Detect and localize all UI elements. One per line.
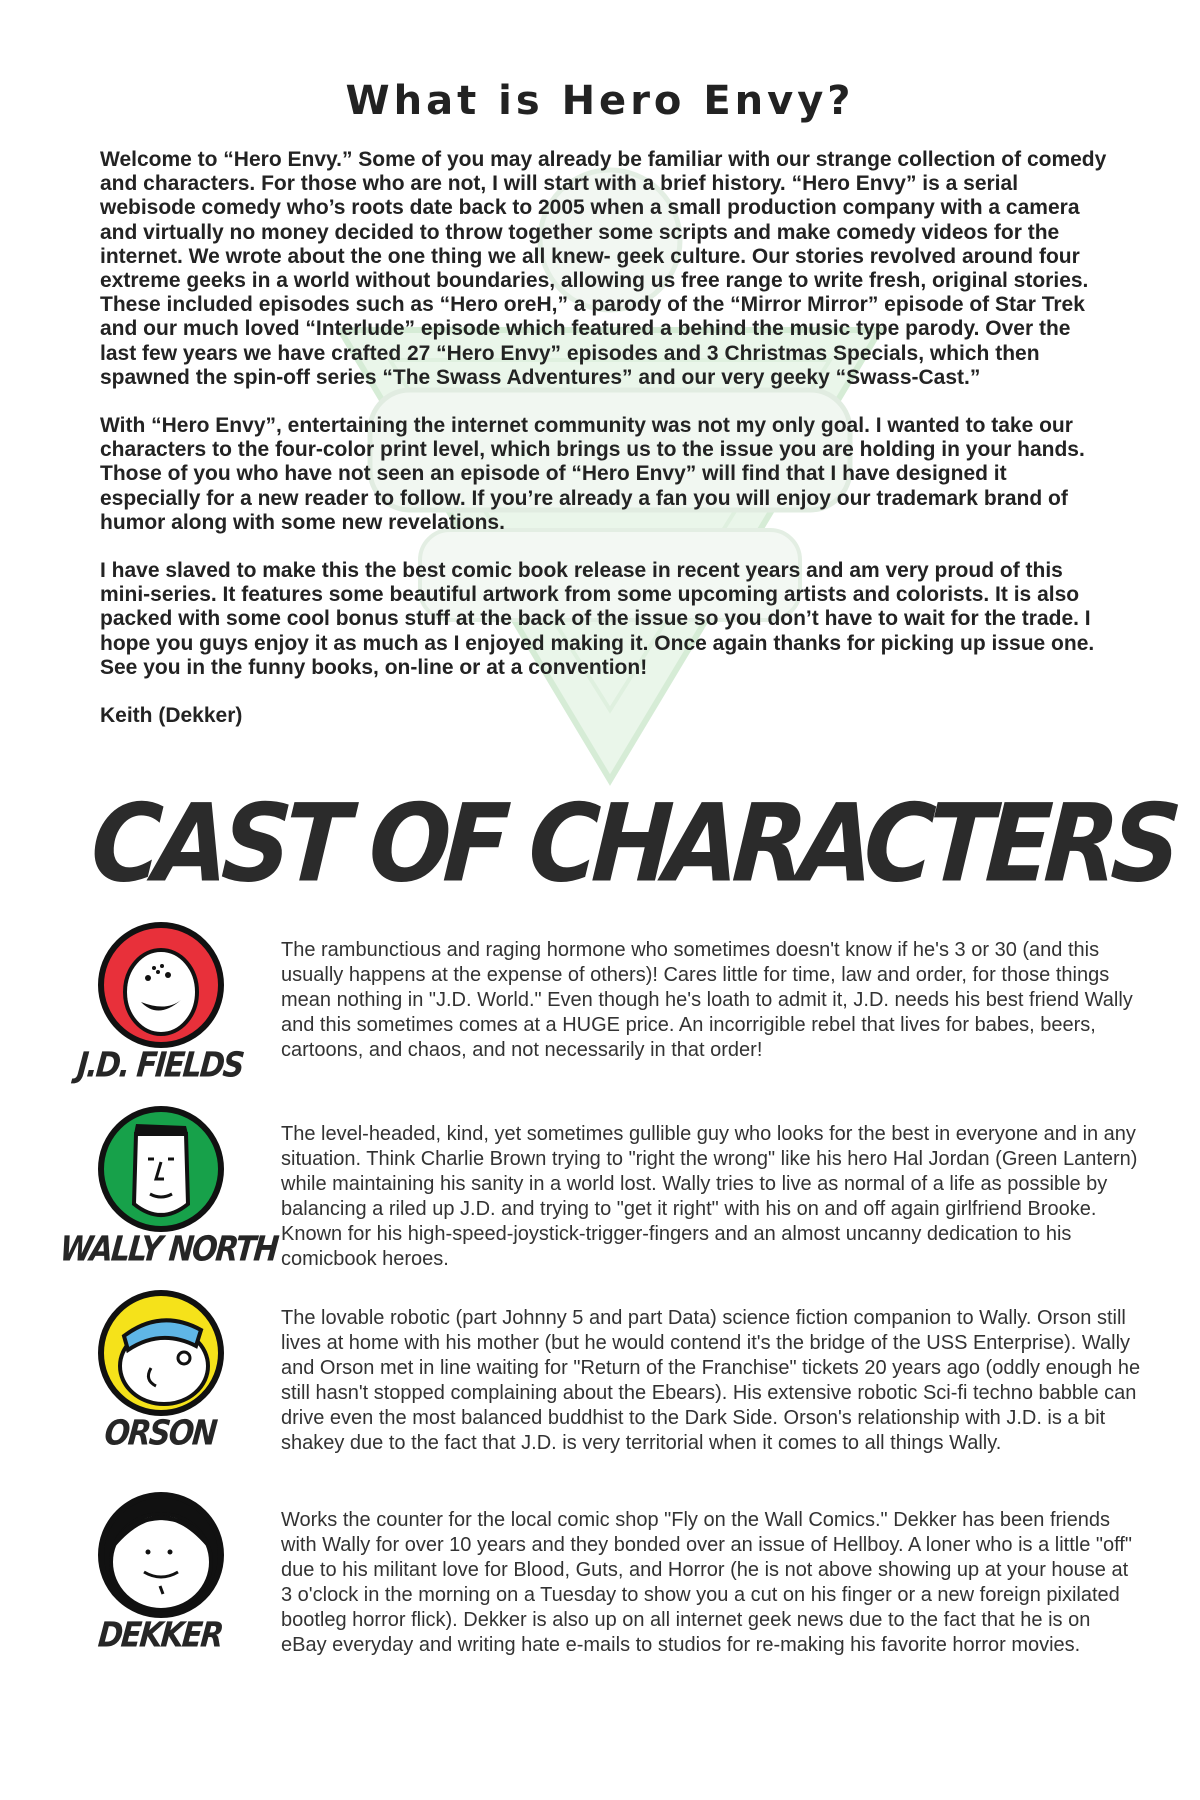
character-name: ORSON [102, 1413, 218, 1454]
character-name: DEKKER [96, 1615, 224, 1656]
character-name: J.D. FIELDS [75, 1045, 245, 1086]
orson-avatar-icon [96, 1288, 226, 1418]
character-description: Works the counter for the local comic shop "Fly on the Wall Comics." Dekker has been friends with Wally for over 10 years and they bonded over an issue of Hellboy. A loner who is a little "off" due to his militant love for Blood, Guts, and Horror (he is not above showing up at your house at 3 o'clock in the morning on a Tuesday to show you a cut on his finger or a new foreign pixilated bootleg horror flick). Dekker is also up on all internet geek news due to the fact that he is on eBay everyday and writing hate e-mails to studios for re-making his favorite horror movies. [281, 1509, 1132, 1656]
intro-paragraph-2: With “Hero Envy”, entertaining the internet community was not my only goal. I wanted to take our characters to the four-color print level, which brings us to the issue you are holding in your hands. Those of you who have not seen an episode of “Hero Envy” will find that I have designed it especially for a new reader to follow. If you’re already a fan you will enjoy our trademark brand of humor along with some new revelations. [100, 414, 1085, 534]
intro-paragraph-3: I have slaved to make this the best comic book release in recent years and am very proud of this mini-series. It features some beautiful artwork from some upcoming artists and colorists. It is also packed with some cool bonus stuff at the back of the issue so you don’t have to wait for the trade. I hope you guys enjoy it as much as I enjoyed making it. Once again thanks for picking up issue one. See you in the funny books, on-line or at a convention! [100, 559, 1095, 679]
character-description: The level-headed, kind, yet sometimes gullible guy who looks for the best in everyone and in any situation. Think Charlie Brown trying to "right the wrong" like his hero Hal Jordan (Green Lantern) while maintaining his sanity in a world lost. Wally tries to live as normal of a life as possible by balancing a riled up J.D. and trying to "get it right" with his on and off again girlfriend Brooke. Known for his high-speed-joystick-trigger-fingers and an almost uncanny dedication to his comicbook heroes. [281, 1123, 1138, 1270]
character-description: The lovable robotic (part Johnny 5 and part Data) science fiction companion to Wally. Orson still lives at home with his mother (but he would contend it's the bridge of the USS Enterprise). Wally and Orson met in line waiting for "Return of the Franchise" tickets 20 years ago (oddly enough he still hasn't stopped complaining about the Ebears). His extensive robotic Sci-fi techno babble can drive even the most balanced buddhist to the Dark Side. Orson's relationship with J.D. is a bit shakey due to the fact that J.D. is very territorial when it comes to all things Wally. [281, 1307, 1141, 1454]
character-name: WALLY NORTH [58, 1229, 279, 1270]
cast-heading: CAST OF CHARACTERS [87, 781, 1178, 907]
signature: Keith (Dekker) [100, 704, 243, 728]
wally-north-avatar-icon [96, 1104, 226, 1234]
jd-fields-avatar-icon [96, 920, 226, 1050]
intro-paragraph-1: Welcome to “Hero Envy.” Some of you may already be familiar with our strange collection of comedy and characters. For those who are not, I will start with a brief history. “Hero Envy” is a serial webisode comedy who’s roots date back to 2005 when a small production company with a camera and virtually no money decided to throw together some scripts and make comedy videos for the internet. We wrote about the one thing we all knew- geek culture. Our stories revolved around four extreme geeks in a world without boundaries, allowing us free range to write fresh, original stories. These included episodes such as “Hero oreH,” a parody of the “Mirror Mirror” episode of Star Trek and our much loved “Interlude” episode which featured a behind the music type parody. Over the last few years we have crafted 27 “Hero Envy” episodes and 3 Christmas Specials, which then spawned the spin-off series “The Swass Adventures” and our very geeky “Swass-Cast.” [100, 148, 1107, 389]
intro-text [100, 148, 1110, 752]
character-description: The rambunctious and raging hormone who sometimes doesn't know if he's 3 or 30 (and this usually happens at the expense of others)! Cares little for time, law and order, for those things mean nothing in "J.D. World." Even though he's loath to admit it, J.D. needs his best friend Wally and this sometimes comes at a HUGE price. An incorrigible rebel that lives for babes, beers, cartoons, and chaos, and not necessarily in that order! [281, 939, 1133, 1061]
dekker-avatar-icon [96, 1490, 226, 1620]
page-title: What is Hero Envy? [345, 78, 855, 124]
